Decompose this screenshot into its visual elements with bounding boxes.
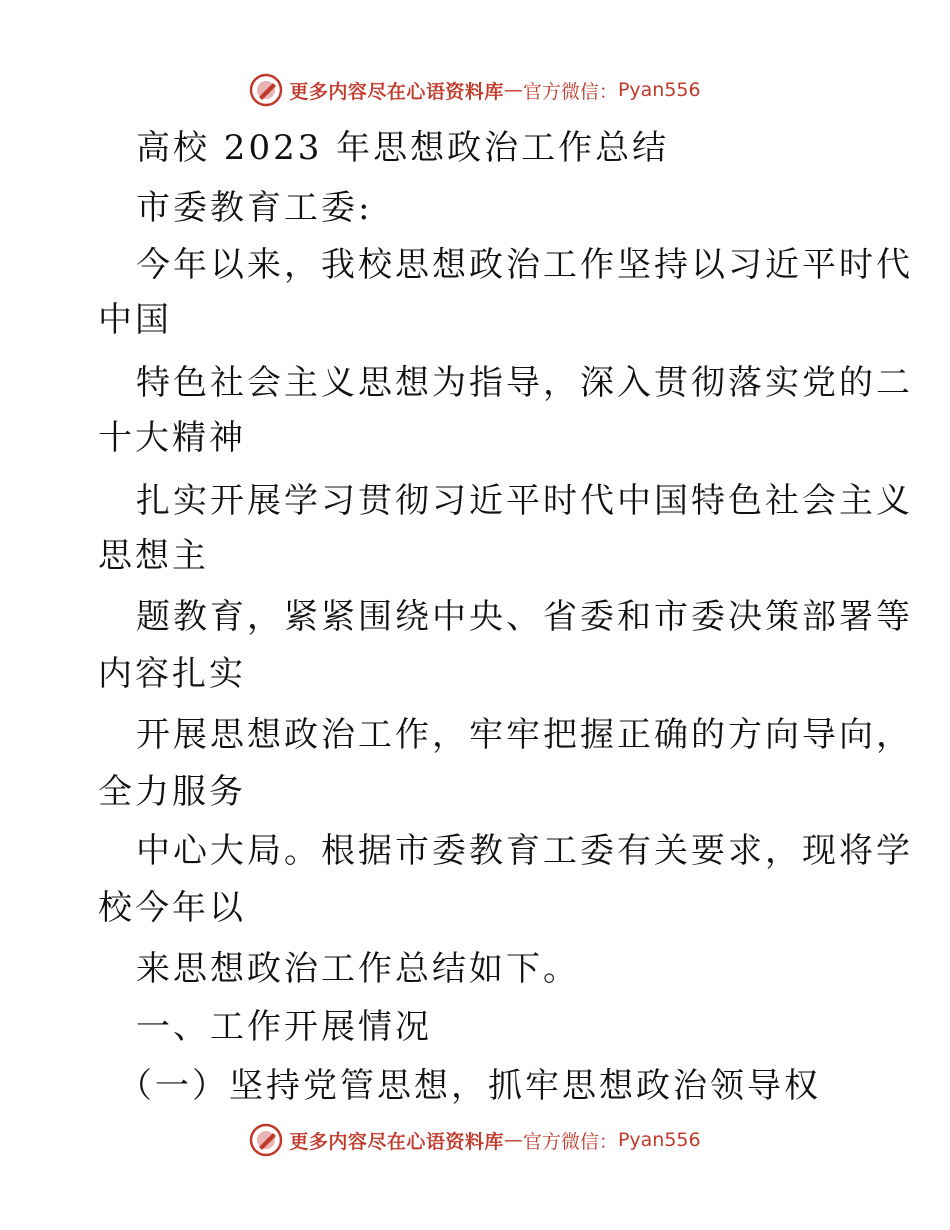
- paragraph-line: 中心大局。根据市委教育工委有关要求，现将学: [136, 831, 913, 871]
- section-heading: 一、工作开展情况: [136, 1007, 432, 1047]
- watermark-dash: —: [503, 79, 523, 101]
- brand-logo-icon: [249, 73, 283, 107]
- paragraph-line: 校今年以: [98, 888, 246, 928]
- brand-logo-icon: [249, 1123, 283, 1157]
- paragraph-line: 扎实开展学习贯彻习近平时代中国特色社会主义: [136, 481, 913, 521]
- paragraph-line: 内容扎实: [98, 654, 246, 694]
- watermark-official-label: 官方微信：: [522, 1130, 618, 1153]
- paragraph-line: 全力服务: [98, 772, 246, 812]
- paragraph-line: 今年以来，我校思想政治工作坚持以习近平时代: [136, 245, 913, 285]
- watermark-main-text: 更多内容尽在心语资料库: [289, 1130, 504, 1153]
- watermark-wechat-id: Pyan556: [617, 79, 701, 101]
- subsection-heading: （一）坚持党管思想，抓牢思想政治领导权: [118, 1066, 821, 1106]
- watermark-footer: [0, 1120, 950, 1160]
- watermark-main-text: 更多内容尽在心语资料库: [289, 80, 504, 103]
- watermark-dash: —: [503, 1129, 523, 1151]
- watermark-wechat-id: Pyan556: [617, 1129, 701, 1151]
- paragraph-line: 十大精神: [98, 418, 246, 458]
- paragraph-line: 来思想政治工作总结如下。: [136, 949, 580, 989]
- watermark-header: [0, 70, 950, 110]
- addressee: 市委教育工委:: [136, 188, 373, 228]
- paragraph-line: 特色社会主义思想为指导，深入贯彻落实党的二: [136, 363, 913, 403]
- paragraph-line: 思想主: [98, 536, 209, 576]
- document-title: 高校 2023 年思想政治工作总结: [136, 128, 670, 168]
- paragraph-line: 题教育，紧紧围绕中央、省委和市委决策部署等: [136, 597, 913, 637]
- paragraph-line: 开展思想政治工作，牢牢把握正确的方向导向，: [136, 715, 913, 755]
- watermark-official-label: 官方微信：: [522, 80, 618, 103]
- paragraph-line: 中国: [98, 300, 172, 340]
